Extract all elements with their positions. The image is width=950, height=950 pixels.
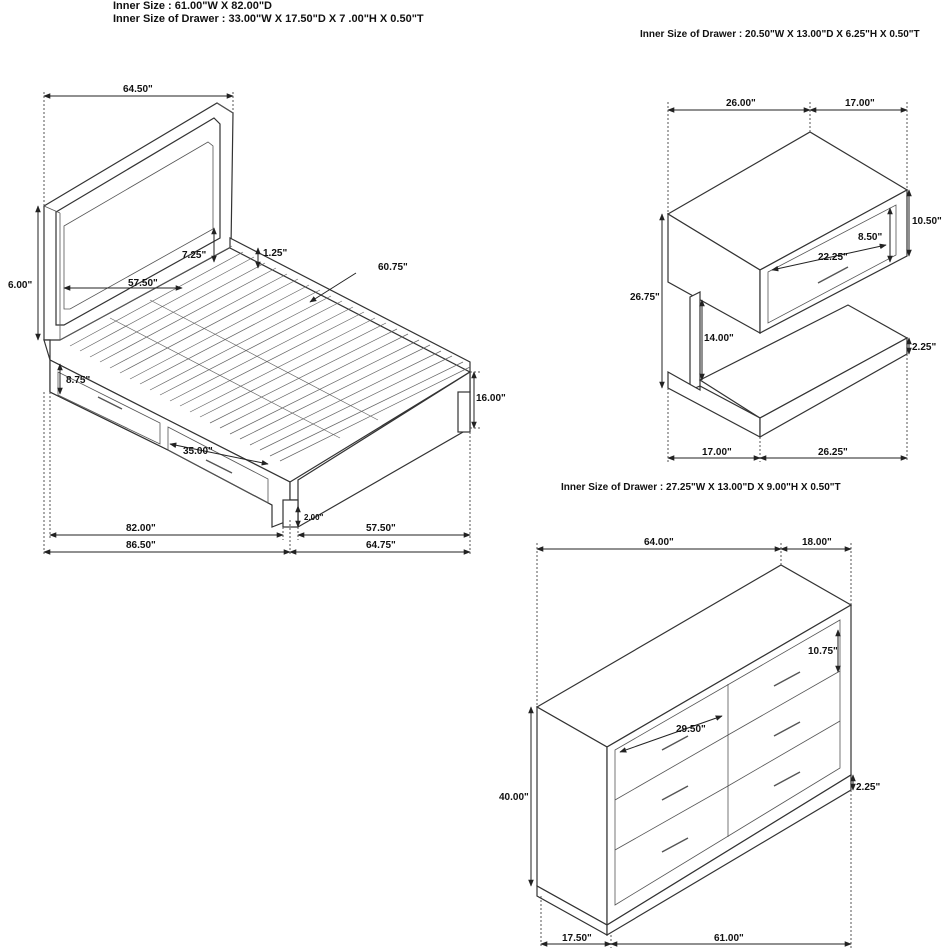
nightstand-dim-top-width: 26.00": [726, 98, 756, 109]
dresser-dim-overall-height: 40.00": [499, 792, 529, 803]
dresser-dim-top-width: 64.00": [644, 537, 674, 548]
dresser-dim-drawer-width: 29.50": [676, 724, 706, 735]
bed-dim-inner-length: 82.00": [126, 523, 156, 534]
nightstand-dim-top-depth: 17.00": [845, 98, 875, 109]
bed-dim-bed-height: 16.00": [476, 393, 506, 404]
bed-dim-overall-width: 64.75": [366, 540, 396, 551]
bed-dim-slat-length: 60.75": [378, 262, 408, 273]
bed-dim-headboard-width: 64.50": [123, 84, 153, 95]
nightstand-back-post: [690, 292, 700, 390]
bed-foot-leg: [458, 392, 470, 432]
bed-dim-rail-thickness: 1.25": [263, 248, 288, 259]
dresser-drawing: [499, 537, 880, 948]
nightstand-dim-drawer-width: 22.25": [818, 252, 848, 263]
bed-dim-foot-inner-width: 57.50": [366, 523, 396, 534]
nightstand-dim-drawer-inset: 8.50": [858, 232, 883, 243]
bed-dim-panel-inset: 7.25": [182, 250, 207, 261]
nightstand-dim-base-width: 26.25": [818, 447, 848, 458]
bed-dim-drawer-height: 8.75": [66, 375, 91, 386]
nightstand-dim-open-height: 14.00": [704, 333, 734, 344]
nightstand-dim-overall-height: 26.75": [630, 292, 660, 303]
bed-drawer-inner-note: Inner Size of Drawer : 33.00"W X 17.50"D X 7 .00"H X 0.50"T: [113, 13, 424, 25]
bed-inner-size-note: Inner Size : 61.00"W X 82.00"D: [113, 0, 272, 12]
nightstand-drawer-inner-note: Inner Size of Drawer : 20.50"W X 13.00"D X 6.25"H X 0.50"T: [640, 29, 920, 40]
bed-drawing: [8, 84, 506, 555]
bed-dim-drawer-width: 35.00": [183, 446, 213, 457]
nightstand-dim-base-height: 2.25": [912, 342, 937, 353]
nightstand-dim-drawer-box-height: 10.50": [912, 216, 942, 227]
nightstand-drawing: [630, 98, 942, 462]
bed-dim-overall-height: 6.00": [8, 280, 33, 291]
dresser-drawer-inner-note: Inner Size of Drawer : 27.25"W X 13.00"D X 9.00"H X 0.50"T: [561, 482, 841, 493]
dresser-dim-base-width: 61.00": [714, 933, 744, 944]
dresser-dim-top-depth: 18.00": [802, 537, 832, 548]
bed-dim-leg-height: 2.00": [304, 513, 324, 522]
dresser-dim-base-height: 2.25": [856, 782, 881, 793]
bed-dim-inner-width: 57.50": [128, 278, 158, 289]
bed-dim-overall-length: 86.50": [126, 540, 156, 551]
dresser-dim-base-depth: 17.50": [562, 933, 592, 944]
nightstand-dim-base-depth: 17.00": [702, 447, 732, 458]
dresser-dim-drawer-height: 10.75": [808, 646, 838, 657]
